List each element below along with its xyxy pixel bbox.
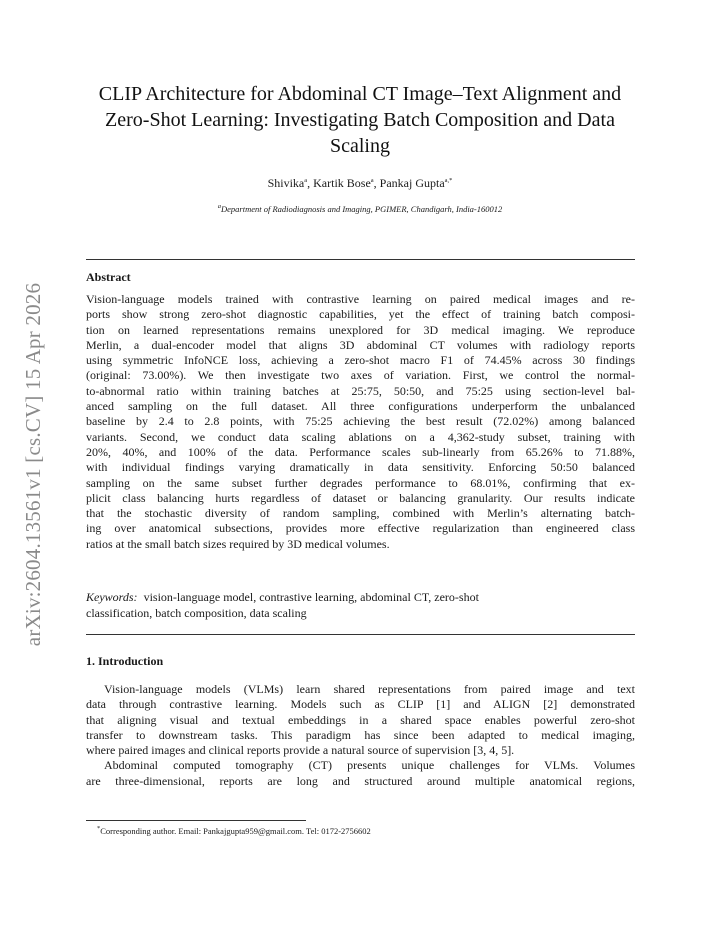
footnote-mark: * xyxy=(97,825,101,833)
abstract-line: (original: 73.00%). We then investigate two axes of variation. First, we control the normal- xyxy=(86,368,635,383)
abstract-line: ratios at the small batch sizes required by 3D medical volumes. xyxy=(86,536,390,551)
title-line: Zero-Shot Learning: Investigating Batch Composition and Data xyxy=(105,109,615,131)
author-affiliation-mark: a,* xyxy=(444,177,453,184)
author-list: Shivika$^a$, Kartik Bose$^a$, Pankaj Gupta$^{a,*}$ xyxy=(267,176,453,190)
arxiv-identifier: arXiv:2604.13561v1 [cs.CV] 15 Apr 2026 xyxy=(21,282,46,646)
abstract-line: sampling on the same subset further degrades performance to 68.01%, confirming that ex- xyxy=(86,475,635,490)
abstract-line: using symmetric InfoNCE loss, achieving a zero-shot macro F1 of 74.45% across 30 findings xyxy=(86,353,635,368)
affiliation xyxy=(70,204,650,214)
author-name: Pankaj Gupta xyxy=(379,176,445,190)
author-name: Shivika xyxy=(267,176,305,190)
paragraph-line: Abdominal computed tomography (CT) presents unique challenges for VLMs. Volumes xyxy=(104,758,635,773)
abstract-line: Vision-language models trained with contrastive learning on paired medical images and re- xyxy=(86,292,635,306)
abstract-line: with individual findings varying dramatically in data sensitivity. Enforcing 50:50 balanced xyxy=(86,460,635,475)
paragraph-line: that aligning visual and textual embeddings in a shared space enables powerful zero-shot xyxy=(86,712,635,727)
keywords xyxy=(86,590,635,621)
keywords-text: vision-language model, contrastive learning, abdominal CT, zero-shot xyxy=(143,590,479,604)
author-name: Kartik Bose xyxy=(313,176,371,190)
abstract-line: plicit class balancing hurts regardless of dataset or balancing granularity. Our results indicate xyxy=(86,490,635,505)
abstract-line: baseline by 2.4 to 2.8 points, with 75:25 achieving the best result (72.02%) among balanced xyxy=(86,414,635,429)
abstract-line: ing over anatomical subsections, provides more effective regularization than engineered class xyxy=(86,521,635,536)
abstract-line: tion on learned representations remains unexplored for 3D medical imaging. We reproduce xyxy=(86,322,635,337)
title-line: CLIP Architecture for Abdominal CT Image–Text Alignment and xyxy=(98,83,622,105)
footnote-text: Corresponding author. Email: Pankajgupta959@gmail.com. Tel: 0172-2756602 xyxy=(100,826,371,836)
paper-title xyxy=(70,81,650,159)
abstract-line: variants. Second, we conduct data scaling ablations on a 4,362-study subset, training with xyxy=(86,429,635,444)
affiliation-mark: a xyxy=(217,203,221,211)
abstract-body xyxy=(86,292,635,552)
abstract-line: ports show strong zero-shot diagnostic capabilities, yet the effect of training batch composi- xyxy=(86,307,635,322)
author-affiliation-mark: a xyxy=(370,177,374,184)
abstract-line: that the stochastic diversity of random sampling, combined with Merlin’s alternating batch- xyxy=(86,506,635,521)
affiliation-text: Department of Radiodiagnosis and Imaging, PGIMER, Chandigarh, India-160012 xyxy=(220,204,503,214)
abstract-top-rule xyxy=(86,259,635,260)
abstract-line: 20%, 40%, and 100% of the data. Performance scales sub-linearly from 65.26% to 71.88%, xyxy=(86,444,635,459)
paragraph-line: transfer to downstream tasks. This paradigm has since been adapted to medical imaging, xyxy=(86,727,635,742)
introduction-body xyxy=(86,682,635,789)
abstract-heading: Abstract xyxy=(86,270,131,284)
paragraph-line: where paired images and clinical reports provide a natural source of supervision [3, 4, 5]. xyxy=(86,743,515,758)
footnote-rule xyxy=(86,820,306,821)
paragraph-line: Vision-language models (VLMs) learn shared representations from paired image and text xyxy=(104,682,635,696)
keywords-text: classification, batch composition, data scaling xyxy=(86,605,307,620)
abstract-bottom-rule xyxy=(86,634,635,635)
paragraph-line: are three-dimensional, reports are long and structured around multiple anatomical regions, xyxy=(86,773,635,788)
abstract-line: to-abnormal ratio within training batches at 25:75, 50:50, and 75:25 using section-level bal- xyxy=(86,383,635,398)
abstract-line: Merlin, a dual-encoder model that aligns 3D abdominal CT volumes with radiology reports xyxy=(86,337,635,352)
title-line: Scaling xyxy=(330,135,390,157)
author-affiliation-mark: a xyxy=(304,177,308,184)
paragraph-line: data through contrastive learning. Models such as CLIP [1] and ALIGN [2] demonstrated xyxy=(86,697,635,712)
keywords-label: Keywords: xyxy=(86,590,138,604)
section-heading-introduction: 1. Introduction xyxy=(86,654,164,668)
abstract-line: anced sampling on the full dataset. All three configurations underperform the unbalanced xyxy=(86,399,635,414)
footnote xyxy=(97,826,371,836)
arxiv-sidebar-stamp xyxy=(12,258,56,670)
